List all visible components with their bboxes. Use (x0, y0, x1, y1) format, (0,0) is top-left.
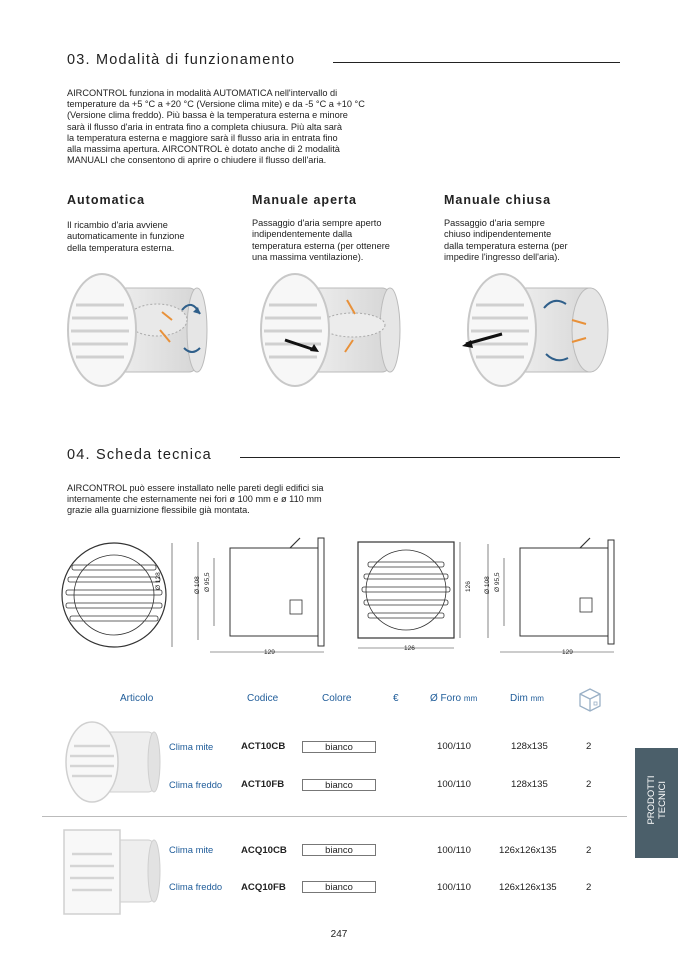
row-code: ACT10FB (241, 779, 285, 790)
device-image-automatica (62, 270, 212, 390)
dim-label: Ø 108 (484, 576, 491, 594)
row-code: ACT10CB (241, 741, 286, 752)
section-title-modalita: 03. Modalità di funzionamento (67, 52, 296, 68)
product-image-round (62, 720, 162, 805)
foro-unit: mm (463, 694, 478, 703)
dim-label: Ø 95,5 (494, 572, 501, 592)
mode-line: dalla temperatura esterna (per (444, 240, 568, 251)
mode-line: chiuso indipendentemente (444, 229, 552, 240)
scheda-paragraph (67, 483, 397, 517)
dim-label: 129 (562, 649, 573, 656)
section-title-rule (333, 62, 620, 63)
row-color: bianco (302, 881, 376, 893)
row-code: ACQ10FB (241, 882, 286, 893)
col-header-euro: € (393, 693, 399, 704)
paragraph-line: sarà il flusso d'aria in entrata fino a completa chiusura. Più alta sarà (67, 121, 342, 132)
table-divider (42, 816, 627, 817)
row-foro: 100/110 (437, 779, 471, 790)
dim-unit: mm (530, 694, 544, 703)
row-qty: 2 (586, 779, 592, 790)
dim-label: Dim (510, 693, 528, 704)
paragraph-line: internamente che esternamente nei fori ø 100 mm e ø 110 mm (67, 494, 322, 505)
dim-label: Ø 95,5 (204, 572, 211, 592)
row-qty: 2 (586, 882, 592, 893)
mode-line: Il ricambio d'aria avviene (67, 220, 168, 230)
mode-line: temperatura esterna (per ottenere (252, 240, 390, 251)
side-tab-line: PRODOTTI (646, 775, 657, 825)
mode-line: della temperatura esterna. (67, 242, 175, 253)
mode-text-automatica (67, 220, 227, 254)
paragraph-line: (Versione clima freddo). Più bassa è la temperatura esterna e minore (67, 110, 348, 121)
mode-line: Passaggio d'aria sempre aperto (252, 218, 382, 228)
row-dim: 128x135 (511, 779, 548, 790)
section-title-scheda: 04. Scheda tecnica (67, 447, 212, 463)
mode-line: automaticamente in funzione (67, 231, 185, 242)
paragraph-line: temperature da +5 °C a +20 °C (Versione clima mite) e da -5 °C a +10 °C (67, 99, 365, 110)
drawing-square-front (354, 538, 464, 653)
drawing-round-side (190, 530, 340, 665)
product-image-square (62, 828, 162, 918)
col-header-dim (510, 693, 544, 704)
col-header-codice: Codice (247, 693, 279, 704)
dim-label: 126 (404, 645, 415, 652)
page-number: 247 (330, 929, 348, 940)
row-variant: Clima mite (169, 741, 214, 752)
mode-line: Passaggio d'aria sempre (444, 218, 545, 228)
dim-label: 129 (264, 649, 275, 656)
paragraph-line: grazie alla guarnizione flessibile già montata. (67, 505, 250, 516)
mode-title-manuale-aperta: Manuale aperta (252, 193, 358, 207)
dim-label: 126 (465, 581, 472, 592)
foro-label: Ø Foro (430, 693, 462, 704)
row-foro: 100/110 (437, 845, 471, 856)
row-qty: 2 (586, 741, 592, 752)
row-dim: 126x126x135 (499, 882, 557, 893)
drawing-square-side (480, 530, 630, 665)
mode-line: indipendentemente dalla (252, 229, 353, 240)
row-dim: 126x126x135 (499, 845, 557, 856)
row-color: bianco (302, 779, 376, 791)
device-image-manuale-aperta (255, 270, 405, 390)
dim-label: Ø 128 (155, 572, 162, 590)
paragraph-line: MANUALI che consentono di aprire o chiudere il flusso dell'aria. (67, 155, 327, 166)
row-variant: Clima freddo (169, 779, 223, 790)
mode-line: impedire l'ingresso dell'aria). (444, 251, 560, 262)
col-header-articolo: Articolo (120, 693, 154, 704)
section-title-rule (240, 457, 620, 458)
paragraph-line: alla massima apertura. AIRCONTROL è dotato anche di 2 modalità (67, 144, 340, 155)
box-icon (576, 685, 604, 713)
paragraph-line: la temperatura esterna e maggiore sarà il flusso aria in entrata fino (67, 132, 338, 143)
row-qty: 2 (586, 845, 592, 856)
row-foro: 100/110 (437, 741, 471, 752)
row-dim: 128x135 (511, 741, 548, 752)
mode-title-manuale-chiusa: Manuale chiusa (444, 193, 552, 207)
side-tab-label (646, 745, 668, 855)
drawing-round-front (58, 535, 178, 655)
paragraph-line: AIRCONTROL può essere installato nelle pareti degli edifici sia (67, 483, 324, 493)
side-tab-prodotti-tecnici[interactable] (635, 748, 678, 858)
mode-text-manuale-aperta (252, 218, 412, 263)
col-header-colore: Colore (322, 693, 352, 704)
paragraph-line: AIRCONTROL funziona in modalità AUTOMATICA nell'intervallo di (67, 88, 338, 98)
dim-label: Ø 108 (194, 576, 201, 594)
mode-line: una massima ventilazione). (252, 251, 364, 262)
modalita-paragraph (67, 88, 407, 166)
mode-title-automatica: Automatica (67, 193, 146, 207)
row-color: bianco (302, 741, 376, 753)
row-color: bianco (302, 844, 376, 856)
row-variant: Clima mite (169, 844, 214, 855)
mode-text-manuale-chiusa (444, 218, 604, 263)
side-tab-line: TECNICI (657, 781, 668, 819)
device-image-manuale-chiusa (462, 270, 612, 390)
row-code: ACQ10CB (241, 845, 287, 856)
row-variant: Clima freddo (169, 881, 223, 892)
row-foro: 100/110 (437, 882, 471, 893)
col-header-foro (430, 693, 477, 704)
